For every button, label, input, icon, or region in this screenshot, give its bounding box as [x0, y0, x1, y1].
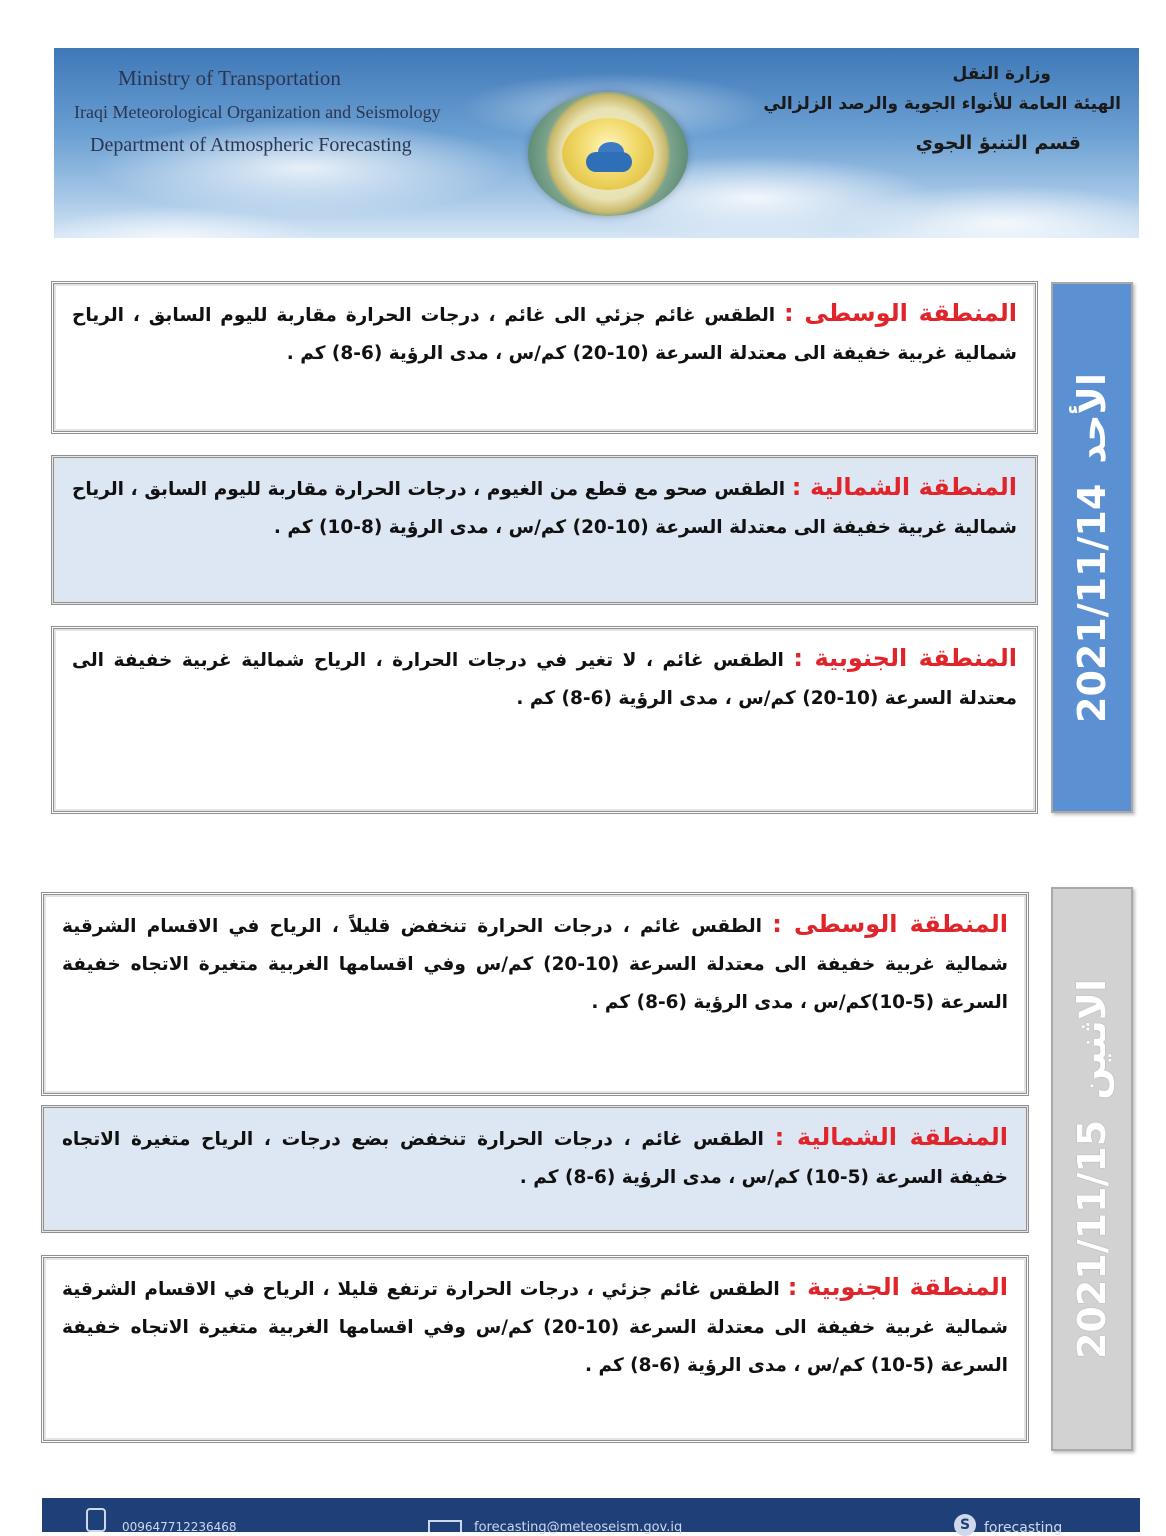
- region-title: المنطقة الشمالية :: [791, 473, 1017, 501]
- region-title: المنطقة الشمالية :: [774, 1123, 1008, 1151]
- forecast-box-day1-south: [51, 626, 1038, 814]
- forecast-text: الطقس غائم جزئي الى غائم ، درجات الحرارة مقاربة لليوم السابق ، الرياح شمالية غربية خفيفة الى معتدلة السرعة (10-20) كم/س ، مدى الرؤية (6-8) كم .: [72, 305, 1017, 364]
- phone-icon: [86, 1508, 106, 1532]
- forecast-box-day2-north: [41, 1105, 1029, 1233]
- organization-name-en: Iraqi Meteorological Organization and Seismology: [74, 102, 441, 122]
- footer-skype[interactable]: forecasting: [984, 1520, 1063, 1536]
- day-tab-1: [1051, 282, 1133, 813]
- forecast-text: الطقس غائم جزئي ، درجات الحرارة ترتفع قليلا ، الرياح في الاقسام الشرقية شمالية غربية خفيفة الى معتدلة السرعة (10-20) كم/س وفي اقسامها الغربية متغيرة الاتجاه خفيفة السرعة (5-10) كم/س ، مدى الرؤية (6-8) كم .: [62, 1279, 1008, 1376]
- skype-icon: S: [954, 1514, 976, 1536]
- department-name-en: Department of Atmospheric Forecasting: [90, 134, 412, 156]
- forecast-box-day2-central: [41, 892, 1029, 1096]
- region-title: المنطقة الوسطى :: [772, 910, 1008, 938]
- header-banner: [54, 48, 1139, 238]
- forecast-text: الطقس صحو مع قطع من الغيوم ، درجات الحرارة مقاربة لليوم السابق ، الرياح شمالية غربية خفيفة الى معتدلة السرعة (10-20) كم/س ، مدى الرؤية (8-10) كم .: [72, 479, 1017, 538]
- weekday-label: الاثنين: [1070, 978, 1114, 1100]
- ministry-name-en: Ministry of Transportation: [118, 66, 341, 90]
- forecast-box-day1-north: [51, 455, 1038, 605]
- footer-bar: [42, 1498, 1140, 1536]
- weekday-label: الأحد: [1070, 372, 1114, 464]
- forecast-text: الطقس غائم ، درجات الحرارة تنخفض بضع درجات ، الرياح متغيرة الاتجاه خفيفة السرعة (5-10) كم/س ، مدى الرؤية (6-8) كم .: [62, 1129, 1008, 1188]
- date-label: 2021/11/15: [1070, 1119, 1114, 1360]
- day-label: [1070, 373, 1114, 723]
- day-label: [1070, 979, 1114, 1359]
- forecast-text: الطقس غائم ، لا تغير في درجات الحرارة ، الرياح شمالية غربية خفيفة الى معتدلة السرعة (10-20) كم/س ، مدى الرؤية (6-8) كم .: [72, 650, 1017, 709]
- region-title: المنطقة الجنوبية :: [793, 644, 1017, 672]
- day-tab-2: [1051, 887, 1133, 1451]
- mail-icon: [428, 1520, 462, 1532]
- region-title: المنطقة الوسطى :: [784, 299, 1018, 327]
- footer-email[interactable]: forecasting@meteoseism.gov.iq: [474, 1520, 683, 1535]
- ministry-name-ar: وزارة النقل: [952, 64, 1051, 84]
- organization-name-ar: الهيئة العامة للأنواء الجوية والرصد الزلزالي: [763, 94, 1121, 114]
- date-label: 2021/11/14: [1070, 483, 1114, 723]
- forecast-box-day1-central: [51, 281, 1038, 434]
- footer-phone[interactable]: 009647712236468: [122, 1520, 237, 1534]
- region-title: المنطقة الجنوبية :: [787, 1273, 1008, 1301]
- organization-seal: [528, 92, 688, 216]
- forecast-text: الطقس غائم ، درجات الحرارة تنخفض قليلاً ، الرياح في الاقسام الشرقية شمالية غربية خفيفة الى معتدلة السرعة (10-20) كم/س وفي اقسامها الغربية متغيرة الاتجاه خفيفة السرعة (5-10)كم/س ، مدى الرؤية (6-8) كم .: [62, 916, 1008, 1013]
- department-name-ar: قسم التنبؤ الجوي: [915, 132, 1081, 154]
- forecast-box-day2-south: [41, 1255, 1029, 1443]
